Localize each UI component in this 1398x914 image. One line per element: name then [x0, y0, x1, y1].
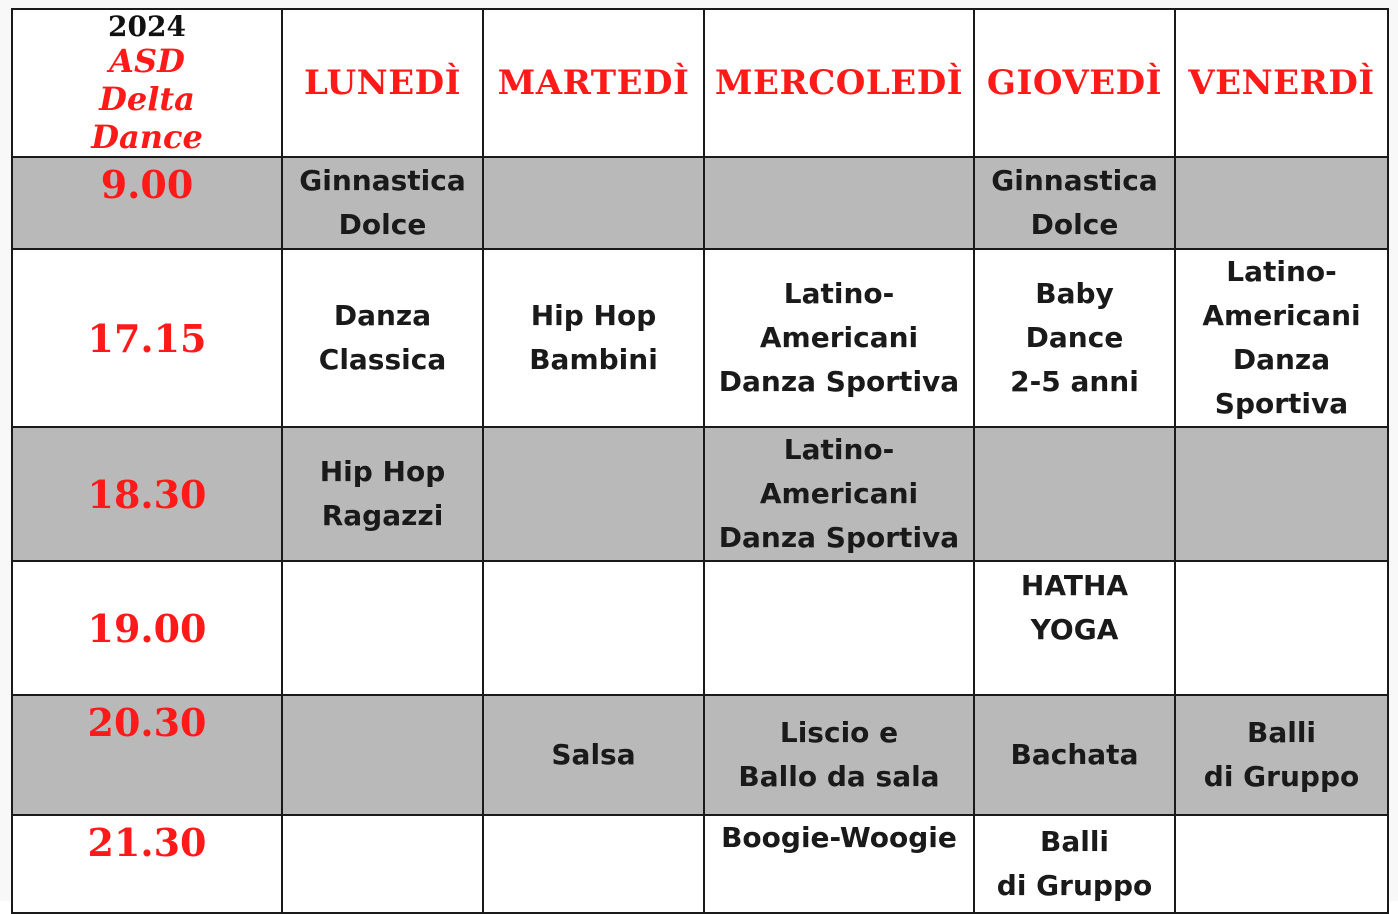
- time-row: [12, 815, 1388, 913]
- activity-cell: [483, 815, 704, 913]
- day-header-monday: LUNEDÌ: [282, 9, 483, 157]
- time-slot: 20.30: [12, 695, 282, 815]
- day-header-friday: VENERDÌ: [1175, 9, 1388, 157]
- day-header-tuesday: MARTEDÌ: [483, 9, 704, 157]
- time-slot: 19.00: [12, 561, 282, 695]
- time-slot: 17.15: [12, 249, 282, 427]
- activity-cell: [1175, 561, 1388, 695]
- time-slot: 21.30: [12, 815, 282, 913]
- activity-cell: Balli di Gruppo: [974, 815, 1175, 913]
- activity-cell: [704, 157, 974, 249]
- activity-cell: Boogie-Woogie: [704, 815, 974, 913]
- day-header-wednesday: MERCOLEDÌ: [704, 9, 974, 157]
- activity-cell: Balli di Gruppo: [1175, 695, 1388, 815]
- brand-cell: [12, 9, 282, 157]
- activity-cell: Baby Dance 2-5 anni: [974, 249, 1175, 427]
- activity-cell: [704, 561, 974, 695]
- activity-cell: [483, 427, 704, 561]
- activity-cell: [282, 561, 483, 695]
- activity-cell: Bachata: [974, 695, 1175, 815]
- schedule-table: [11, 8, 1389, 914]
- activity-cell: Salsa: [483, 695, 704, 815]
- activity-cell: Hip Hop Bambini: [483, 249, 704, 427]
- activity-cell: [1175, 427, 1388, 561]
- activity-cell: HATHA YOGA: [974, 561, 1175, 695]
- activity-cell: Ginnastica Dolce: [282, 157, 483, 249]
- activity-cell: Latino- Americani Danza Sportiva: [704, 249, 974, 427]
- activity-cell: [282, 695, 483, 815]
- time-row: [12, 695, 1388, 815]
- activity-cell: Latino- Americani Danza Sportiva: [1175, 249, 1388, 427]
- time-row: [12, 561, 1388, 695]
- time-row: [12, 427, 1388, 561]
- activity-cell: [282, 815, 483, 913]
- time-slot: 9.00: [12, 157, 282, 249]
- time-row: [12, 249, 1388, 427]
- activity-cell: Latino- Americani Danza Sportiva: [704, 427, 974, 561]
- activity-cell: Danza Classica: [282, 249, 483, 427]
- activity-cell: [1175, 815, 1388, 913]
- header-row: [12, 9, 1388, 157]
- time-slot: 18.30: [12, 427, 282, 561]
- day-header-thursday: GIOVEDÌ: [974, 9, 1175, 157]
- association-name: ASD Delta Dance: [91, 42, 203, 156]
- activity-cell: [974, 427, 1175, 561]
- activity-cell: Ginnastica Dolce: [974, 157, 1175, 249]
- activity-cell: [483, 561, 704, 695]
- activity-cell: Liscio e Ballo da sala: [704, 695, 974, 815]
- activity-cell: Hip Hop Ragazzi: [282, 427, 483, 561]
- activity-cell: [1175, 157, 1388, 249]
- year-label: 2024: [108, 10, 186, 43]
- time-row: [12, 157, 1388, 249]
- activity-cell: [483, 157, 704, 249]
